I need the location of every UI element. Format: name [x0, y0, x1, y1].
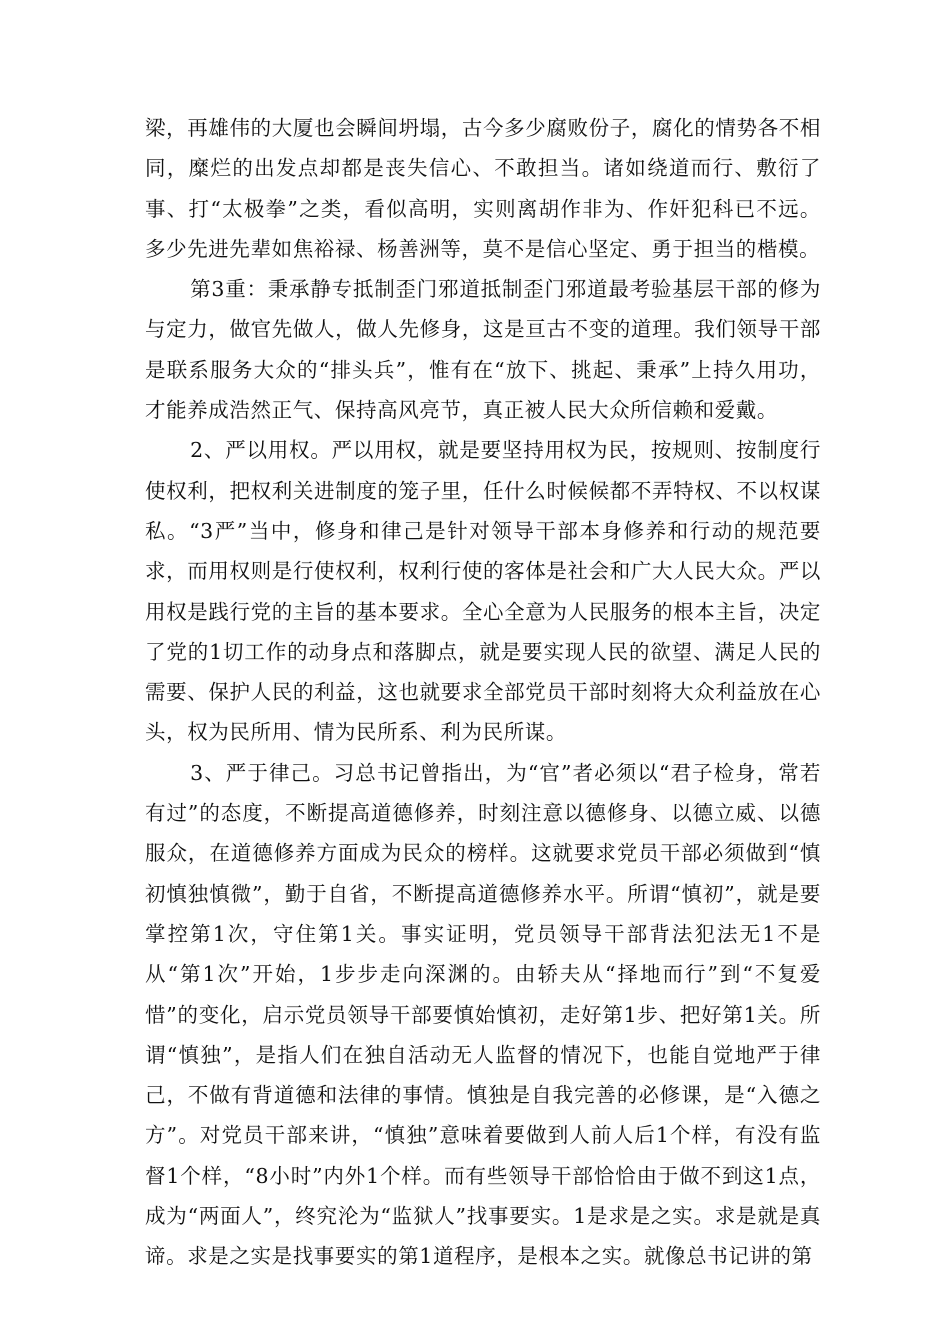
- paragraph-2: 第3重：秉承静专抵制歪门邪道抵制歪门邪道最考验基层干部的修为与定力，做官先做人，做人先修身，这是亘古不变的道理。我们领导干部是联系服务大众的“排头兵”，惟有在“放下、挑起、秉承”上持久用功，才能养成浩然正气、保持高风亮节，真正被人民大众所信赖和爱戴。: [145, 277, 821, 423]
- paragraph-1: 梁，再雄伟的大厦也会瞬间坍塌，古今多少腐败份子，腐化的情势各不相同，糜烂的出发点却都是丧失信心、不敢担当。诸如绕道而行、敷衍了事、打“太极拳”之类，看似高明，实则离胡作非为、作奸犯科已不远。多少先进先辈如焦裕禄、杨善洲等，莫不是信心坚定、勇于担当的楷模。: [145, 116, 821, 261]
- paragraph-4: 3、严于律己。习总书记曾指出，为“官”者必须以“君子检身，常若有过”的态度，不断提高道德修养，时刻注意以德修身、以德立威、以德服众，在道德修养方面成为民众的榜样。这就要求党员干部必须做到“慎初慎独慎微”，勤于自省，不断提高道德修养水平。所谓“慎初”，就是要掌控第1次，守住第1关。事实证明，党员领导干部背法犯法无1不是从“第1次”开始，1步步走向深渊的。由轿夫从“择地而行”到“不复爱惜”的变化，启示党员领导干部要慎始慎初，走好第1步、把好第1关。所谓“慎独”，是指人们在独自活动无人监督的情况下，也能自觉地严于律己，不做有背道德和法律的事情。慎独是自我完善的必修课，是“入德之方”。对党员干部来讲，“慎独”意味着要做到人前人后1个样，有没有监督1个样，“8小时”内外1个样。而有些领导干部恰恰由于做不到这1点，成为“两面人”，终究沦为“监狱人”找事要实。1是求是之实。求是就是真谛。求是之实是找事要实的第1道程序，是根本之实。就像总书记讲的第: [145, 760, 821, 1269]
- paragraph-3: 2、严以用权。严以用权，就是要坚持用权为民，按规则、按制度行使权利，把权利关进制度的笼子里，任什么时候候都不弄特权、不以权谋私。“3严”当中，修身和律己是针对领导干部本身修养和行动的规范要求，而用权则是行使权利，权利行使的客体是社会和广大人民大众。严以用权是践行党的主旨的基本要求。全心全意为人民服务的根本主旨，决定了党的1切工作的动身点和落脚点，就是要实现人民的欲望、满足人民的需要、保护人民的利益，这也就要求全部党员干部时刻将大众利益放在心头，权为民所用、情为民所系、利为民所谋。: [145, 438, 821, 745]
- document-body: [145, 108, 821, 1277]
